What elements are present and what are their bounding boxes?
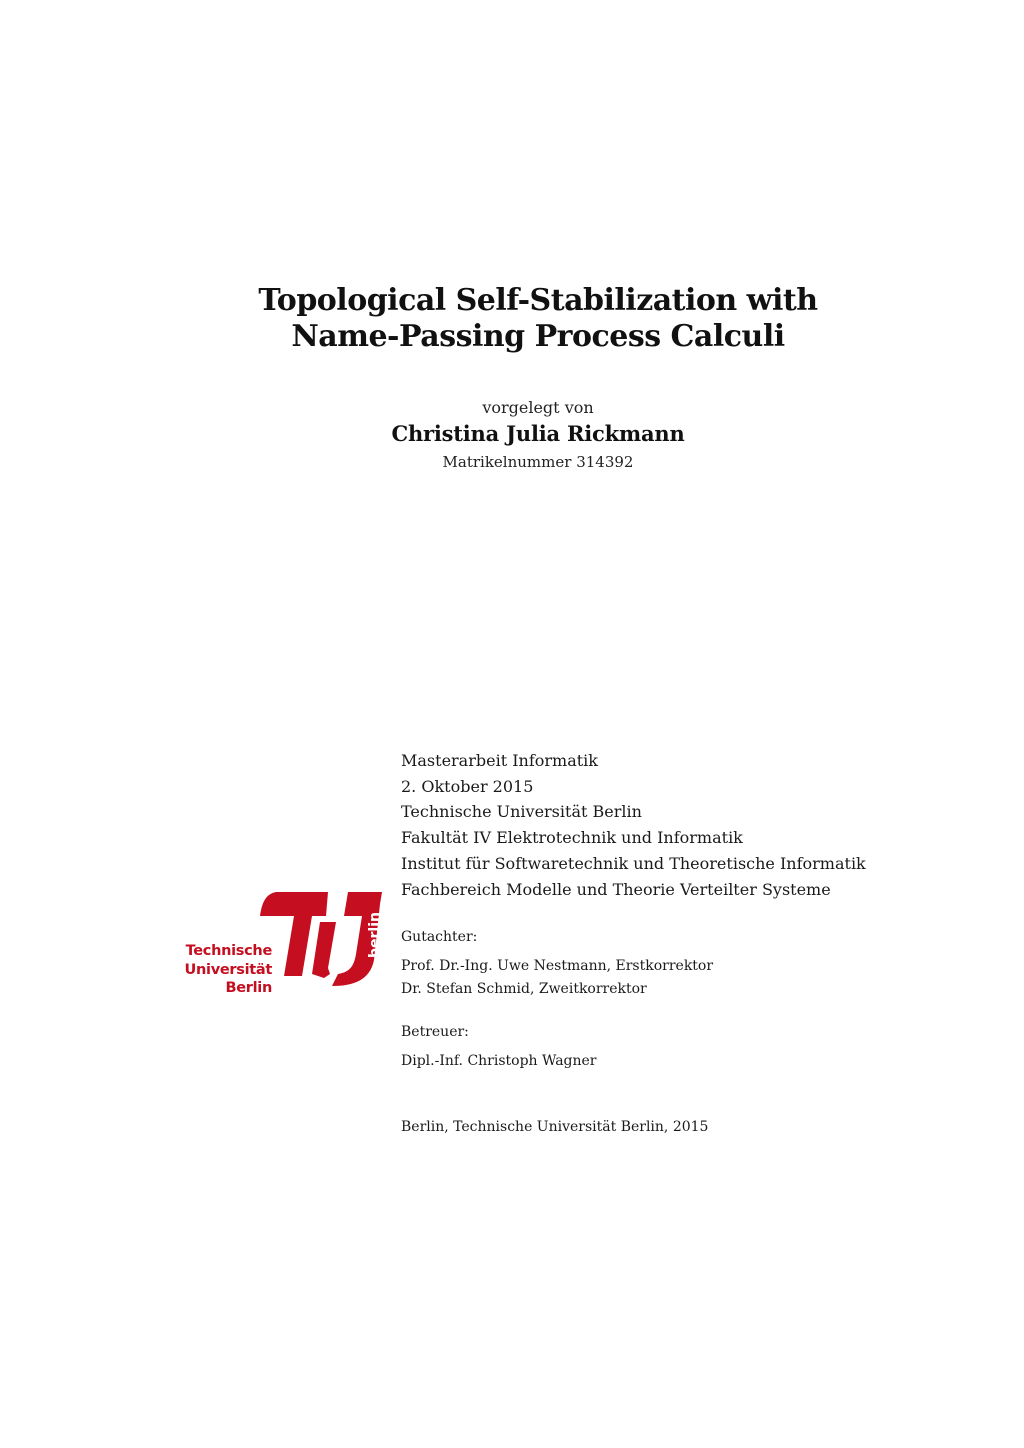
logo-letter-u-left-shape: [312, 922, 336, 978]
thesis-title-line-2: Name-Passing Process Calculi: [291, 319, 785, 354]
reviewer-item: Dr. Stefan Schmid, Zweitkorrektor: [401, 981, 647, 997]
reviewers-list: [401, 955, 713, 1001]
thesis-title-line-1: Topological Self-Stabilization with: [258, 283, 818, 318]
institute: Institut für Softwaretechnik und Theoretische Informatik: [401, 853, 866, 873]
submission-date: 2. Oktober 2015: [401, 776, 534, 796]
faculty: Fakultät IV Elektrotechnik und Informatik: [401, 828, 743, 848]
author-name: Christina Julia Rickmann: [391, 421, 685, 446]
supervisors-list: [401, 1050, 597, 1073]
author-block: [0, 398, 1024, 473]
presented-by-label: vorgelegt von: [482, 398, 594, 417]
logo-wordmark-line-3: Berlin: [225, 980, 272, 996]
reviewers-label: Gutachter:: [401, 929, 478, 945]
reviewer-item: Prof. Dr.-Ing. Uwe Nestmann, Erstkorrektor: [401, 958, 714, 974]
logo-mark-berlin-text: berlin: [367, 912, 383, 958]
title-block: [0, 283, 1024, 355]
thesis-type: Masterarbeit Informatik: [401, 751, 598, 770]
tu-berlin-logo: [184, 890, 384, 1002]
department: Fachbereich Modelle und Theorie Verteilter Systeme: [401, 879, 831, 899]
supervisor-item: Dipl.-Inf. Christoph Wagner: [401, 1053, 597, 1069]
thesis-info-block: [401, 748, 961, 902]
place-and-year: Berlin, Technische Universität Berlin, 2015: [401, 1119, 709, 1135]
logo-wordmark-line-1: Technische: [185, 943, 272, 959]
matriculation-number: Matrikelnummer 314392: [442, 453, 634, 471]
supervisors-label: Betreuer:: [401, 1024, 469, 1040]
tu-logo-mark-icon: [258, 890, 384, 988]
university: Technische Universität Berlin: [401, 802, 642, 822]
logo-wordmark-line-2: Universität: [184, 961, 272, 978]
